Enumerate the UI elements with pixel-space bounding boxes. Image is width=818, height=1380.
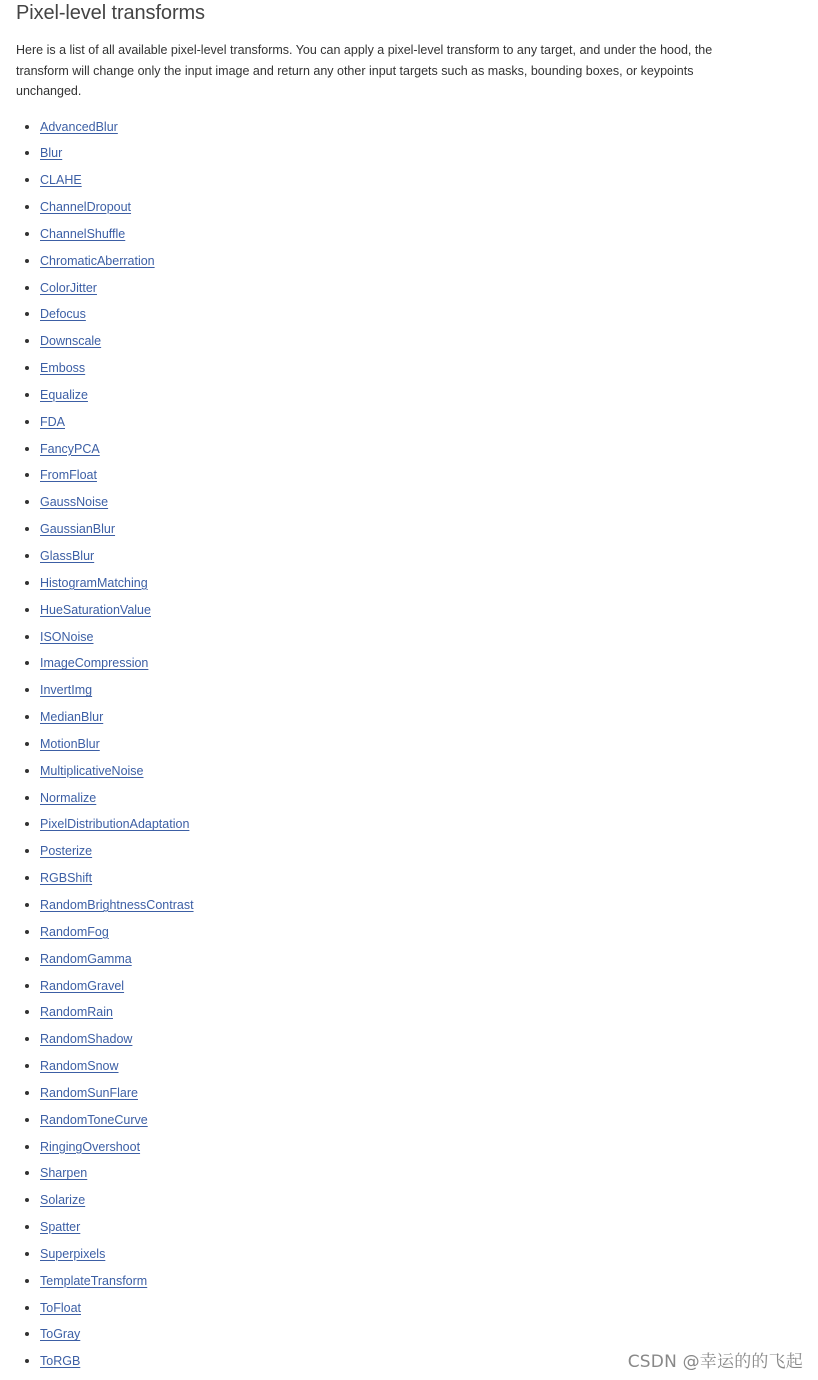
list-item <box>16 441 736 468</box>
bullet-icon <box>25 286 29 290</box>
transform-link[interactable]: GaussNoise <box>40 495 109 510</box>
section-title: Pixel-level transforms <box>16 2 205 24</box>
list-item <box>16 333 736 360</box>
transform-link[interactable]: ImageCompression <box>40 656 149 671</box>
transform-link[interactable]: Equalize <box>40 387 88 402</box>
bullet-icon <box>25 393 29 397</box>
bullet-icon <box>25 876 29 880</box>
transform-list <box>16 119 736 1380</box>
list-item <box>16 1058 736 1085</box>
list-item <box>16 870 736 897</box>
transform-link[interactable]: RandomGamma <box>40 951 132 966</box>
transform-link[interactable]: RandomRain <box>40 1005 113 1020</box>
transform-link[interactable]: RandomSunFlare <box>40 1085 138 1100</box>
transform-link[interactable]: InvertImg <box>40 683 93 698</box>
transform-link[interactable]: GaussianBlur <box>40 522 116 537</box>
list-item <box>16 978 736 1005</box>
content-section <box>16 0 736 1380</box>
bullet-icon <box>25 1064 29 1068</box>
bullet-icon <box>25 1118 29 1122</box>
transform-link[interactable]: ColorJitter <box>40 280 97 295</box>
list-item <box>16 1139 736 1166</box>
list-item <box>16 360 736 387</box>
list-item <box>16 199 736 226</box>
transform-link[interactable]: MotionBlur <box>40 736 100 751</box>
bullet-icon <box>25 822 29 826</box>
bullet-icon <box>25 554 29 558</box>
list-item <box>16 1165 736 1192</box>
bullet-icon <box>25 125 29 129</box>
list-item <box>16 119 736 146</box>
bullet-icon <box>25 635 29 639</box>
list-item <box>16 280 736 307</box>
list-item <box>16 897 736 924</box>
list-item <box>16 1112 736 1139</box>
bullet-icon <box>25 259 29 263</box>
bullet-icon <box>25 1359 29 1363</box>
bullet-icon <box>25 1091 29 1095</box>
list-item <box>16 521 736 548</box>
bullet-icon <box>25 661 29 665</box>
list-item <box>16 629 736 656</box>
bullet-icon <box>25 339 29 343</box>
bullet-icon <box>25 796 29 800</box>
bullet-icon <box>25 849 29 853</box>
list-item <box>16 682 736 709</box>
transform-link[interactable]: Normalize <box>40 790 97 805</box>
list-item <box>16 1219 736 1246</box>
list-item <box>16 1300 736 1327</box>
list-item <box>16 790 736 817</box>
bullet-icon <box>25 1171 29 1175</box>
bullet-icon <box>25 1306 29 1310</box>
list-item <box>16 494 736 521</box>
list-item <box>16 1004 736 1031</box>
bullet-icon <box>25 715 29 719</box>
bullet-icon <box>25 473 29 477</box>
list-item <box>16 1246 736 1273</box>
transform-link[interactable]: Downscale <box>40 334 102 349</box>
transform-link[interactable]: ChannelShuffle <box>40 226 126 241</box>
transform-link[interactable]: MedianBlur <box>40 710 104 725</box>
list-item <box>16 843 736 870</box>
transform-link[interactable]: RandomBrightnessContrast <box>40 897 194 912</box>
bullet-icon <box>25 205 29 209</box>
transform-link[interactable]: Solarize <box>40 1193 86 1208</box>
bullet-icon <box>25 420 29 424</box>
bullet-icon <box>25 1037 29 1041</box>
section-intro: Here is a list of all available pixel-level transforms. You can apply a pixel-level transform to any target, and under the hood, the transform will change only the input image and return any other input targets such as masks, bounding boxes, or keypoints unchanged. <box>16 43 713 98</box>
transform-link[interactable]: ISONoise <box>40 629 94 644</box>
bullet-icon <box>25 1145 29 1149</box>
transform-link[interactable]: PixelDistributionAdaptation <box>40 817 190 832</box>
bullet-icon <box>25 1198 29 1202</box>
transform-link[interactable]: Superpixels <box>40 1246 106 1261</box>
transform-link[interactable]: AdvancedBlur <box>40 119 118 134</box>
list-item <box>16 387 736 414</box>
list-item <box>16 736 736 763</box>
watermark: CSDN @幸运的的飞起 <box>627 1352 803 1372</box>
bullet-icon <box>25 688 29 692</box>
transform-link[interactable]: Sharpen <box>40 1166 88 1181</box>
list-item <box>16 548 736 575</box>
transform-link[interactable]: FromFloat <box>40 468 97 483</box>
transform-link[interactable]: ToRGB <box>40 1354 81 1369</box>
transform-link[interactable]: CLAHE <box>40 173 82 188</box>
bullet-icon <box>25 930 29 934</box>
transform-link[interactable]: RandomShadow <box>40 1032 133 1047</box>
transform-link[interactable]: ChannelDropout <box>40 200 132 215</box>
transform-link[interactable]: RandomSnow <box>40 1059 119 1074</box>
bullet-icon <box>25 151 29 155</box>
bullet-icon <box>25 742 29 746</box>
transform-link[interactable]: Posterize <box>40 844 93 859</box>
bullet-icon <box>25 769 29 773</box>
bullet-icon <box>25 957 29 961</box>
transform-link[interactable]: ChromaticAberration <box>40 253 155 268</box>
bullet-icon <box>25 903 29 907</box>
bullet-icon <box>25 312 29 316</box>
list-item <box>16 226 736 253</box>
list-item <box>16 655 736 682</box>
transform-link[interactable]: GlassBlur <box>40 549 95 563</box>
transform-link[interactable]: Emboss <box>40 361 86 376</box>
bullet-icon <box>25 1332 29 1336</box>
bullet-icon <box>25 581 29 585</box>
bullet-icon <box>25 527 29 531</box>
bullet-icon <box>25 608 29 612</box>
list-item <box>16 467 736 494</box>
list-item <box>16 763 736 790</box>
transform-link[interactable]: RGBShift <box>40 871 93 886</box>
list-item <box>16 253 736 280</box>
bullet-icon <box>25 984 29 988</box>
list-item <box>16 1192 736 1219</box>
transform-link[interactable]: RandomFog <box>40 924 109 939</box>
list-item <box>16 414 736 441</box>
list-item <box>16 1031 736 1058</box>
list-item <box>16 172 736 199</box>
bullet-icon <box>25 1225 29 1229</box>
transform-link[interactable]: Spatter <box>40 1220 81 1235</box>
bullet-icon <box>25 447 29 451</box>
transform-link[interactable]: ToGray <box>40 1327 81 1342</box>
bullet-icon <box>25 232 29 236</box>
bullet-icon <box>25 366 29 370</box>
list-item <box>16 602 736 629</box>
transform-link[interactable]: TemplateTransform <box>40 1273 148 1288</box>
list-item <box>16 306 736 333</box>
bullet-icon <box>25 500 29 504</box>
bullet-icon <box>25 1252 29 1256</box>
list-item <box>16 1273 736 1300</box>
list-item <box>16 709 736 736</box>
transform-link[interactable]: FDA <box>40 414 65 429</box>
transform-link[interactable]: Blur <box>40 146 63 161</box>
transform-link[interactable]: MultiplicativeNoise <box>40 763 144 778</box>
transform-link[interactable]: HueSaturationValue <box>40 602 151 617</box>
transform-link[interactable]: RingingOvershoot <box>40 1139 141 1154</box>
list-item <box>16 951 736 978</box>
transform-link[interactable]: HistogramMatching <box>40 575 148 590</box>
list-item <box>16 816 736 843</box>
transform-link[interactable]: ToFloat <box>40 1300 81 1315</box>
transform-link[interactable]: RandomToneCurve <box>40 1112 148 1127</box>
list-item <box>16 575 736 602</box>
transform-link[interactable]: Defocus <box>40 307 86 322</box>
list-item <box>16 924 736 951</box>
list-item <box>16 1085 736 1112</box>
list-item <box>16 145 736 172</box>
bullet-icon <box>25 178 29 182</box>
transform-link[interactable]: RandomGravel <box>40 978 125 993</box>
transform-link[interactable]: FancyPCA <box>40 441 100 456</box>
bullet-icon <box>25 1010 29 1014</box>
bullet-icon <box>25 1279 29 1283</box>
